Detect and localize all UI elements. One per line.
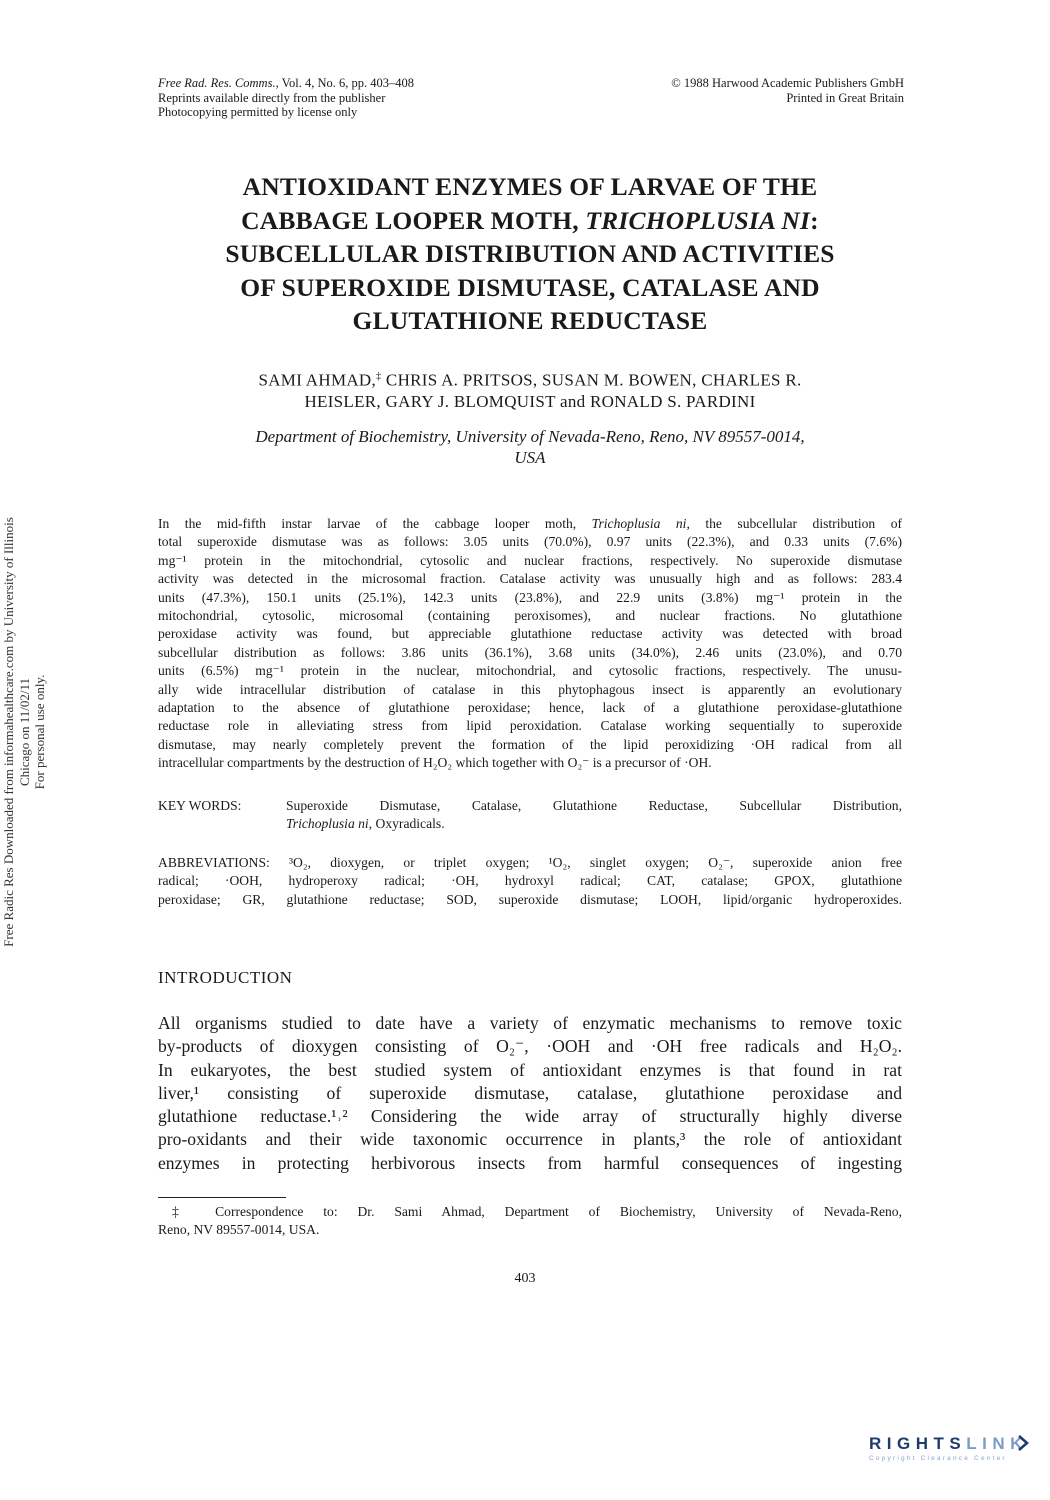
printed-line: Printed in Great Britain [786, 90, 904, 105]
footnote-line-1: ‡ Correspondence to: Dr. Sami Ahmad, Department of Biochemistry, University of Nevada-Reno, [172, 1204, 902, 1219]
title-line-2-text: CABBAGE LOOPER MOTH, [241, 205, 586, 235]
title-line-3: SUBCELLULAR DISTRIBUTION AND ACTIVITIES [225, 239, 835, 268]
keyword-species: Trichoplusia ni [286, 816, 369, 832]
intro-line: by-products of dioxygen consisting of O₂⁻, ·OOH and ·OH free radicals and H₂O₂. [158, 1036, 902, 1057]
intro-line: All organisms studied to date have a variety of enzymatic mechanisms to remove toxic [158, 1013, 902, 1033]
footnote-line-2: Reno, NV 89557-0014, USA. [158, 1222, 320, 1238]
title-species-name: TRICHOPLUSIA NI [585, 205, 811, 235]
abstract-line: units (6.5%) mg⁻¹ protein in the nuclear, mitochondrial, and cytosolic fractions, respectively. The unusu- [158, 663, 902, 679]
abstract-line [158, 515, 902, 533]
journal-name: Free Rad. Res. Comms. [158, 76, 276, 90]
abstract [158, 515, 902, 773]
abstract-line: peroxidase activity was found, but appreciable glutathione reductase activity was detected with broad [158, 626, 902, 642]
reprints-note: Reprints available directly from the publisher [158, 90, 386, 105]
abstract-line: mg⁻¹ protein in the mitochondrial, cytosolic and nuclear fractions, respectively. No superoxide dismutase [158, 552, 902, 568]
title-line-1: ANTIOXIDANT ENZYMES OF LARVAE OF THE [242, 172, 818, 201]
first-author: SAMI AHMAD, [258, 370, 377, 390]
journal-volume: , Vol. 4, No. 6, pp. 403–408 [275, 76, 415, 90]
keywords-line-1: Superoxide Dismutase, Catalase, Glutathione Reductase, Subcellular Distribution, [286, 798, 902, 813]
author-list [150, 366, 910, 412]
photocopy-note: Photocopying permitted by license only [158, 105, 358, 119]
abstract-line: mitochondrial, cytosolic, microsomal (containing peroxisomes), and nuclear fractions. No glutathione [158, 608, 902, 624]
abbreviations-line: ABBREVIATIONS: ³O₂, dioxygen, or triplet oxygen; ¹O₂, singlet oxygen; O₂⁻, superoxide anion free [158, 855, 902, 870]
intro-line: liver,¹ consisting of superoxide dismutase, catalase, glutathione peroxidase and [158, 1082, 902, 1103]
introduction-body [158, 1012, 902, 1175]
title-colon: : [810, 205, 819, 235]
abstract-line: total superoxide dismutase was as follows: 3.05 units (70.0%), 0.97 units (22.3%), and 0.33 units (7.6%) [158, 534, 902, 550]
page-number: 403 [514, 1271, 536, 1286]
section-heading-introduction: INTRODUCTION [158, 968, 293, 987]
copyright-line: © 1988 Harwood Academic Publishers GmbH [671, 76, 904, 90]
rightslink-logo[interactable] [869, 1434, 1029, 1468]
keywords-label: KEY WORDS: [158, 798, 242, 813]
intro-line: In eukaryotes, the best studied system of antioxidant enzymes is that found in rat [158, 1059, 902, 1080]
keywords-line-2 [286, 815, 902, 833]
abstract-line: adaptation to the absence of glutathione peroxidase; hence, lack of a glutathione peroxidase-glutathione [158, 700, 902, 716]
title-line-5: GLUTATHIONE REDUCTASE [352, 306, 708, 335]
abstract-line: dismutase, may nearly completely prevent the formation of the lipid peroxidizing ·OH radical from all [158, 736, 902, 752]
intro-line: glutathione reductase.¹˒² Considering the wide array of structurally highly diverse [158, 1106, 902, 1127]
abstract-line: units (47.3%), 150.1 units (25.1%), 142.3 units (23.8%), and 22.9 units (3.8%) mg⁻¹ protein in the [158, 589, 902, 605]
journal-header [158, 76, 414, 120]
coauthors-1: CHRIS A. PRITSOS, SUSAN M. BOWEN, CHARLES R. [381, 370, 802, 390]
abstract-line: subcellular distribution as follows: 3.86 units (36.1%), 3.68 units (34.0%), 2.46 units (23.0%), and 0.70 [158, 644, 902, 660]
affiliation-line-2: USA [514, 448, 546, 467]
abstract-line: ally wide intracellular distribution of catalase in this phytophagous insect is apparently an evolutionary [158, 681, 902, 697]
logo-word-link: LINK [966, 1434, 1028, 1453]
abstract-line: intracellular compartments by the destruction of H₂O₂ which together with O₂⁻ is a precursor of ·OH. [158, 755, 712, 771]
abstract-text: , the subcellular distribution of [686, 516, 903, 531]
download-watermark [1, 502, 49, 962]
logo-wordmark [869, 1434, 1029, 1454]
abbreviations-line: radical; ·OOH, hydroperoxy radical; ·OH, hydroxyl radical; CAT, catalase; GPOX, glutathione [158, 873, 902, 889]
abstract-line: activity was detected in the microsomal fraction. Catalase activity was unusually high and as follows: 283.4 [158, 571, 902, 587]
abstract-text: In the mid-fifth instar larvae of the cabbage looper moth, [158, 516, 592, 531]
footnote [158, 1203, 902, 1240]
chevron-right-icon [1017, 1435, 1029, 1451]
logo-word-rights: RIGHTS [869, 1434, 967, 1453]
watermark-line-1: Free Radic Res Downloaded from informahealthcare.com by University of Illinois Chicago on 11/02/11 [1, 517, 32, 947]
logo-subtitle: Copyright Clearance Center [869, 1455, 1007, 1462]
keyword-rest: , Oxyradicals. [368, 816, 445, 832]
footnote-divider [158, 1197, 286, 1198]
species-name: Trichoplusia ni [591, 516, 687, 531]
title-line-2 [150, 204, 910, 238]
intro-line: pro-oxidants and their wide taxonomic occurrence in plants,³ the role of antioxidant [158, 1129, 902, 1150]
article-title [150, 170, 910, 338]
affiliation [150, 426, 910, 468]
keywords-body [286, 797, 902, 834]
watermark-line-2: For personal use only. [32, 674, 47, 790]
abbreviations-line: peroxidase; GR, glutathione reductase; SOD, superoxide dismutase; LOOH, lipid/organic hydroperoxides. [158, 891, 902, 907]
footnote-marker[interactable]: ‡ [376, 371, 382, 382]
intro-line: enzymes in protecting herbivorous insects from harmful consequences of ingesting [158, 1152, 902, 1173]
copyright-header [671, 76, 904, 105]
author-line-2: HEISLER, GARY J. BLOMQUIST and RONALD S. PARDINI [304, 391, 756, 411]
affiliation-line-1: Department of Biochemistry, University of Nevada-Reno, Reno, NV 89557-0014, [255, 427, 805, 446]
title-line-4: OF SUPEROXIDE DISMUTASE, CATALASE AND [240, 272, 820, 302]
abstract-line: reductase role in alleviating stress from lipid peroxidation. Catalase working sequentially to superoxide [158, 718, 902, 734]
author-line-1 [150, 366, 910, 391]
abbreviations [158, 854, 902, 909]
